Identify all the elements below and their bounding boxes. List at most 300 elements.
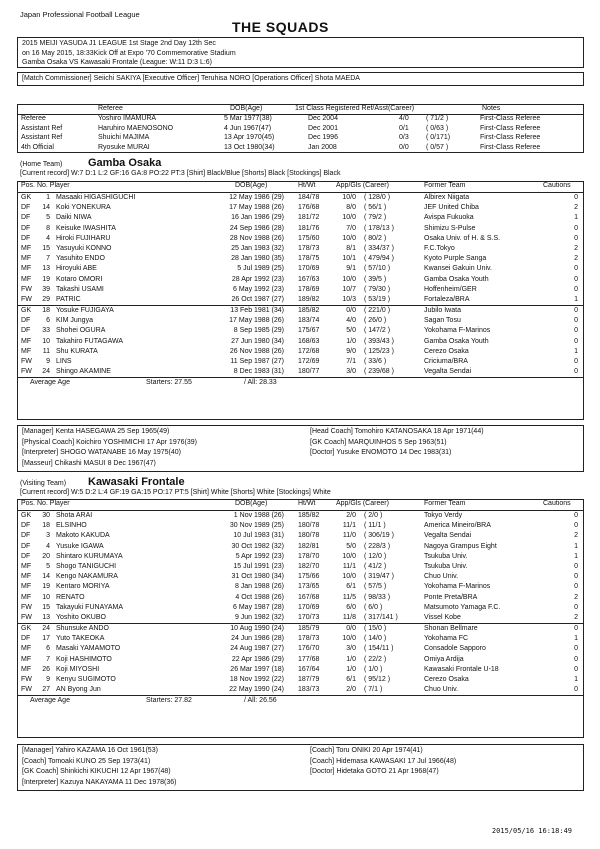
player-number: 7: [46, 255, 50, 263]
player-app: 6/1: [346, 583, 356, 591]
player-number: 26: [42, 665, 50, 673]
col-app: App/Gls (Career): [336, 500, 389, 507]
player-career: ( 317/141 ): [364, 613, 398, 621]
player-htwt: 167/64: [298, 665, 320, 673]
player-former-team: Criciuma/BRA: [424, 358, 468, 365]
player-position: FW: [21, 295, 32, 303]
player-former-team: Kwansei Gakuin Univ.: [424, 265, 492, 273]
player-htwt: 178/73: [298, 635, 320, 643]
player-row: [18, 357, 583, 367]
player-dob: 24 Jun 1986 (28): [231, 635, 284, 643]
player-row: [18, 224, 583, 234]
match-info-line: 2015 MEIJI YASUDA J1 LEAGUE 1st Stage 2nd Day 12th Sec: [22, 40, 216, 47]
player-former-team: Chuo Univ.: [424, 686, 459, 694]
player-number: 30: [42, 512, 50, 519]
away-team-name: Kawasaki Frontale: [88, 476, 185, 488]
match-info-line: on 16 May 2015, 18:33Kick Off at Expo '70 Commemorative Stadium: [22, 49, 236, 57]
player-former-team: Avispa Fukuoka: [424, 214, 474, 222]
player-cautions: 0: [574, 625, 578, 633]
player-app: 4/0: [346, 317, 356, 325]
player-dob: 18 Nov 1992 (22): [229, 676, 284, 683]
player-number: 4: [46, 234, 50, 242]
player-app: 9/1: [346, 265, 356, 273]
player-htwt: 185/82: [298, 512, 320, 519]
col-htwt: Ht/Wt: [298, 500, 316, 507]
col-former: Former Team: [424, 500, 466, 507]
player-dob: 26 Oct 1987 (27): [231, 295, 284, 303]
player-career: ( 53/19 ): [364, 295, 391, 303]
player-career: ( 239/68 ): [364, 368, 394, 376]
player-row: [18, 213, 583, 223]
referee-registered: Dec 1996: [308, 134, 338, 141]
referee-row: [18, 125, 583, 135]
player-position: MF: [21, 255, 32, 263]
player-app: 1/0: [346, 337, 356, 345]
player-dob: 12 May 1986 (29): [229, 194, 284, 201]
player-name: Kotaro OMORI: [56, 275, 103, 283]
player-number: 9: [46, 358, 50, 365]
player-number: 10: [42, 593, 50, 601]
referee-notes: First-Class Referee: [480, 124, 541, 132]
player-career: ( 33/6 ): [364, 358, 387, 365]
player-name: Koji HASHIMOTO: [56, 655, 112, 663]
player-app: 10/0: [342, 214, 356, 222]
player-name: Hiroki FUJIHARU: [56, 234, 111, 242]
player-row: [18, 326, 583, 336]
player-app: 10/0: [342, 234, 356, 242]
player-career: ( 221/0 ): [364, 307, 391, 315]
player-career: ( 1/0 ): [364, 665, 383, 673]
player-htwt: 168/63: [298, 337, 320, 345]
player-position: FW: [21, 285, 32, 293]
player-app: 8/0: [346, 204, 356, 212]
player-cautions: 0: [574, 603, 578, 611]
player-row: [18, 264, 583, 274]
player-career: ( 479/94 ): [364, 255, 394, 263]
player-row: [18, 655, 583, 665]
player-dob: 28 Jan 1980 (35): [231, 255, 284, 263]
player-app: 1/0: [346, 665, 356, 673]
referee-career: ( 0/63 ): [426, 124, 449, 132]
referee-dob: 4 Jun 1967(47): [224, 124, 272, 132]
player-app: 10/0: [342, 552, 356, 560]
player-number: 20: [42, 552, 50, 560]
player-app: 5/0: [346, 327, 356, 335]
player-app: 9/0: [346, 347, 356, 355]
player-number: 39: [42, 285, 50, 293]
player-cautions: 1: [574, 295, 578, 303]
referee-dob: 13 Apr 1970(45): [224, 134, 275, 141]
player-dob: 10 Jul 1983 (31): [233, 532, 284, 540]
player-dob: 31 Oct 1980 (34): [231, 573, 284, 581]
player-name: Keisuke IWASHITA: [56, 224, 116, 232]
player-career: ( 178/13 ): [364, 224, 394, 232]
player-app: 10/0: [342, 573, 356, 581]
player-name: Shingo AKAMINE: [56, 368, 111, 376]
player-number: 9: [46, 676, 50, 683]
away-players-header: [18, 500, 583, 511]
player-former-team: JEF United Chiba: [424, 204, 479, 212]
ref-col-notes: Notes: [482, 105, 501, 112]
home-staff-box: [17, 425, 584, 472]
player-former-team: Gamba Osaka Youth: [424, 275, 489, 283]
referee-record: 0/1: [399, 124, 409, 132]
referee-dob: 5 Mar 1977(38): [224, 115, 272, 122]
player-row: [18, 285, 583, 295]
starters-avg: Starters: 27.55: [146, 379, 192, 387]
all-avg: / All: 28.33: [244, 379, 277, 387]
away-current-record: [Current record] W:5 D:2 L:4 GF:19 GA:15 PO:17 PT:5 [Shirt] White [Shorts] White [Stockings] White: [20, 489, 331, 496]
player-career: ( 22/2 ): [364, 655, 387, 663]
player-career: ( 306/19 ): [364, 532, 394, 540]
player-htwt: 178/69: [298, 285, 320, 293]
match-info-box: [17, 37, 584, 68]
player-app: 7/0: [346, 224, 356, 232]
staff-entry: [Physical Coach] Koichiro YOSHIMICHI 17 Apr 1976(39): [22, 438, 197, 446]
referee-notes: First-Class Referee: [480, 134, 541, 141]
match-officials-box: [17, 72, 584, 86]
player-row: [18, 685, 583, 695]
match-info-line: Gamba Osaka VS Kawasaki Frontale (League: W:11 D:3 L:6): [22, 59, 213, 66]
player-cautions: 1: [574, 635, 578, 643]
player-position: DF: [21, 224, 31, 232]
player-former-team: Hoffenheim/GER: [424, 285, 477, 293]
player-cautions: 2: [574, 255, 578, 263]
player-former-team: Consadole Sapporo: [424, 645, 486, 653]
player-career: ( 79/2 ): [364, 214, 387, 222]
player-row: [18, 337, 583, 347]
player-former-team: Matsumoto Yamaga F.C.: [424, 603, 501, 611]
staff-entry: [GK Coach] MARQUINHOS 5 Sep 1963(51): [310, 438, 447, 446]
player-former-team: Tokyo Verdy: [424, 512, 463, 519]
player-dob: 27 Jun 1980 (34): [231, 337, 284, 345]
player-htwt: 189/82: [298, 295, 320, 303]
player-number: 1: [46, 194, 50, 201]
player-row: [18, 521, 583, 531]
player-cautions: 0: [574, 327, 578, 335]
player-htwt: 176/68: [298, 204, 320, 212]
player-number: 17: [42, 635, 50, 643]
player-app: 11/8: [342, 613, 356, 621]
player-row: [18, 542, 583, 552]
player-row: [18, 347, 583, 357]
player-name: Shota ARAI: [56, 512, 93, 519]
player-dob: 24 Aug 1987 (27): [230, 645, 284, 653]
all-avg: / All: 26.56: [244, 697, 277, 705]
player-number: 24: [42, 625, 50, 633]
player-dob: 17 May 1988 (26): [229, 317, 284, 325]
player-app: 2/0: [346, 512, 356, 519]
col-app: App/Gls (Career): [336, 182, 389, 189]
avg-age-label: Average Age: [30, 379, 70, 387]
player-name: Shunsuke ANDO: [56, 625, 109, 633]
staff-entry: [Head Coach] Tomohiro KATANOSAKA 18 Apr 1971(44): [310, 428, 484, 435]
player-position: MF: [21, 244, 32, 252]
player-dob: 16 Jan 1986 (29): [231, 214, 284, 222]
player-former-team: Gamba Osaka Youth: [424, 337, 489, 345]
player-htwt: 177/68: [298, 655, 320, 663]
player-cautions: 1: [574, 676, 578, 683]
player-app: 11/5: [342, 593, 356, 601]
player-career: ( 228/3 ): [364, 542, 391, 550]
player-cautions: 0: [574, 234, 578, 242]
player-number: 8: [46, 224, 50, 232]
player-cautions: 0: [574, 265, 578, 273]
player-career: ( 125/23 ): [364, 347, 394, 355]
referee-career: ( 0/57 ): [426, 143, 449, 151]
away-starters: [18, 511, 583, 623]
player-cautions: 0: [574, 337, 578, 345]
referee-rows: [18, 115, 583, 153]
player-name: Koji MIYOSHI: [56, 665, 100, 673]
player-career: ( 57/10 ): [364, 265, 391, 273]
player-app: 11/1: [342, 522, 356, 530]
referee-career: ( 71/2 ): [426, 115, 449, 122]
player-career: ( 41/2 ): [364, 562, 387, 570]
player-position: FW: [21, 686, 32, 694]
player-row: [18, 644, 583, 654]
player-career: ( 128/0 ): [364, 194, 391, 201]
player-row: [18, 582, 583, 592]
player-row: [18, 511, 583, 521]
player-app: 0/0: [346, 625, 356, 633]
player-name: Koki YONEKURA: [56, 204, 111, 212]
player-career: ( 154/11 ): [364, 645, 394, 653]
player-position: MF: [21, 265, 32, 273]
player-cautions: 0: [574, 645, 578, 653]
player-name: RENATO: [56, 593, 85, 601]
player-position: DF: [21, 317, 31, 325]
away-subs: [18, 623, 583, 695]
player-name: KIM Jungya: [56, 317, 93, 325]
player-former-team: Yokohama FC: [424, 635, 469, 643]
player-position: MF: [21, 665, 32, 673]
player-number: 14: [42, 204, 50, 212]
player-former-team: Yokohama F-Marinos: [424, 327, 491, 335]
player-app: 8/1: [346, 244, 356, 252]
starters-avg: Starters: 27.82: [146, 697, 192, 705]
player-htwt: 170/69: [298, 265, 320, 273]
player-cautions: 0: [574, 665, 578, 673]
player-htwt: 170/73: [298, 613, 320, 621]
player-number: 29: [42, 295, 50, 303]
player-number: 13: [42, 265, 50, 273]
player-position: MF: [21, 275, 32, 283]
player-former-team: Tsukuba Univ.: [424, 552, 468, 560]
player-dob: 22 May 1990 (24): [229, 686, 284, 694]
player-dob: 4 Oct 1988 (26): [235, 593, 284, 601]
player-name: LINS: [56, 358, 72, 365]
player-position: DF: [21, 635, 31, 643]
player-htwt: 183/74: [298, 317, 320, 325]
player-htwt: 185/79: [298, 625, 320, 633]
print-timestamp: 2015/05/16 16:18:49: [491, 827, 572, 835]
player-position: FW: [21, 368, 32, 376]
player-htwt: 184/78: [298, 194, 320, 201]
player-position: MF: [21, 562, 32, 570]
player-cautions: 1: [574, 552, 578, 560]
player-name: Yusuke IGAWA: [56, 542, 104, 550]
player-position: FW: [21, 613, 32, 621]
player-dob: 1 Nov 1988 (26): [233, 512, 284, 519]
player-row: [18, 552, 583, 562]
player-htwt: 182/81: [298, 542, 320, 550]
player-former-team: Vissel Kobe: [424, 613, 461, 621]
away-team-label: (Visiting Team): [20, 480, 67, 487]
referee-role: 4th Official: [21, 143, 54, 151]
player-cautions: 0: [574, 224, 578, 232]
player-htwt: 181/76: [298, 224, 320, 232]
referee-row: [18, 144, 583, 154]
player-cautions: 0: [574, 522, 578, 530]
player-career: ( 26/0 ): [364, 317, 387, 325]
player-name: Yuto TAKEOKA: [56, 635, 105, 643]
player-position: MF: [21, 573, 32, 581]
player-row: [18, 316, 583, 326]
staff-entry: [Coach] Hidemasa KAWASAKI 17 Jul 1966(48): [310, 757, 457, 765]
player-career: ( 6/0 ): [364, 603, 383, 611]
player-cautions: 2: [574, 532, 578, 540]
home-current-record: [Current record] W:7 D:1 L:2 GF:16 GA:8 PO:22 PT:3 [Shirt] Black/Blue [Shorts] Black [Stockings] Black: [20, 170, 341, 177]
player-app: 3/0: [346, 645, 356, 653]
player-name: Takahiro FUTAGAWA: [56, 337, 124, 345]
player-cautions: 1: [574, 347, 578, 355]
player-name: Hiroyuki ABE: [56, 265, 97, 273]
player-number: 10: [42, 337, 50, 345]
player-row: [18, 203, 583, 213]
col-cautions: Cautions: [543, 500, 571, 507]
player-htwt: 167/63: [298, 275, 320, 283]
player-position: DF: [21, 522, 31, 530]
player-former-team: Tsukuba Univ.: [424, 562, 468, 570]
player-former-team: Chuo Univ.: [424, 573, 459, 581]
player-former-team: Kyoto Purple Sanga: [424, 255, 487, 263]
player-former-team: Nagoya Grampus Eight: [424, 542, 497, 550]
player-row: [18, 306, 583, 316]
player-row: [18, 665, 583, 675]
player-dob: 30 Nov 1989 (25): [229, 522, 284, 530]
referee-role: Referee: [21, 115, 46, 122]
player-name: Yosuke FUJIGAYA: [56, 307, 114, 315]
staff-entry: [Masseur] Chikashi MASUI 8 Dec 1967(47): [22, 459, 156, 467]
player-htwt: 176/70: [298, 645, 320, 653]
player-position: GK: [21, 512, 32, 519]
player-former-team: Sagan Tosu: [424, 317, 461, 325]
player-htwt: 170/69: [298, 603, 320, 611]
player-app: 5/0: [346, 542, 356, 550]
player-cautions: 1: [574, 214, 578, 222]
away-staff-right: [310, 746, 456, 778]
player-name: Daiki NIWA: [56, 214, 92, 222]
player-row: [18, 675, 583, 685]
referee-name: Yoshiro IMAMURA: [98, 115, 157, 122]
player-row: [18, 624, 583, 634]
home-staff-left: [22, 427, 197, 469]
page-title: THE SQUADS: [232, 19, 329, 35]
player-name: Kengo NAKAMURA: [56, 573, 118, 581]
referee-registered: Dec 2004: [308, 115, 338, 122]
player-number: 15: [42, 244, 50, 252]
player-name: Yoshito OKUBO: [56, 613, 106, 621]
player-htwt: 178/73: [298, 244, 320, 252]
player-htwt: 175/60: [298, 234, 320, 242]
player-former-team: Osaka Univ. of H. & S.S.: [424, 234, 501, 242]
player-htwt: 180/78: [298, 522, 320, 530]
player-career: ( 12/0 ): [364, 552, 387, 560]
referee-registered: Dec 2001: [308, 124, 338, 132]
player-cautions: 2: [574, 204, 578, 212]
player-row: [18, 234, 583, 244]
referee-dob: 13 Oct 1980(34): [224, 143, 275, 151]
player-position: MF: [21, 593, 32, 601]
player-name: Yasuyuki KONNO: [56, 244, 112, 252]
away-players-table: [17, 499, 584, 738]
referee-record: 4/0: [399, 115, 409, 122]
player-app: 1/0: [346, 655, 356, 663]
home-team-name: Gamba Osaka: [88, 157, 162, 169]
referee-record: 0/3: [399, 134, 409, 141]
player-former-team: Cerezo Osaka: [424, 676, 469, 683]
player-app: 10/7: [342, 285, 356, 293]
player-number: 11: [42, 347, 50, 355]
referee-name: Shuichi MAJIMA: [98, 134, 150, 141]
player-position: DF: [21, 552, 31, 560]
player-position: FW: [21, 676, 32, 683]
player-former-team: Shonan Bellmare: [424, 625, 478, 633]
player-number: 18: [42, 307, 50, 315]
player-career: ( 2/0 ): [364, 512, 383, 519]
player-htwt: 185/82: [298, 307, 320, 315]
player-app: 2/0: [346, 686, 356, 694]
referee-role: Assistant Ref: [21, 124, 63, 132]
player-name: ELSINHO: [56, 522, 87, 530]
home-subs: [18, 305, 583, 377]
player-number: 3: [46, 532, 50, 540]
col-cautions: Cautions: [543, 182, 571, 189]
referee-name: Haruhiro MAENOSONO: [98, 124, 174, 132]
player-position: GK: [21, 625, 32, 633]
ref-col-dob: DOB(Age): [230, 105, 263, 112]
player-app: 10/0: [342, 275, 356, 283]
player-name: Shogo TANIGUCHI: [56, 562, 117, 570]
player-dob: 15 Jul 1991 (23): [233, 562, 284, 570]
player-htwt: 175/67: [298, 327, 320, 335]
player-row: [18, 531, 583, 541]
player-dob: 13 Feb 1981 (34): [230, 307, 284, 315]
referee-role: Assistant Ref: [21, 134, 63, 141]
player-position: MF: [21, 583, 32, 591]
player-cautions: 0: [574, 194, 578, 201]
player-career: ( 95/12 ): [364, 676, 391, 683]
player-dob: 24 Sep 1986 (28): [229, 224, 284, 232]
player-app: 0/0: [346, 307, 356, 315]
player-htwt: 180/77: [298, 368, 320, 376]
player-former-team: Kawasaki Frontale U-18: [424, 665, 499, 673]
player-cautions: 0: [574, 512, 578, 519]
player-cautions: 0: [574, 358, 578, 365]
player-htwt: 187/79: [298, 676, 320, 683]
player-former-team: Cerezo Osaka: [424, 347, 469, 355]
col-former: Former Team: [424, 182, 466, 189]
player-position: DF: [21, 214, 31, 222]
player-row: [18, 193, 583, 203]
home-players-header: [18, 182, 583, 193]
home-staff-right: [310, 427, 484, 459]
player-dob: 6 May 1987 (28): [233, 603, 284, 611]
player-cautions: 0: [574, 573, 578, 581]
player-former-team: Albirex Niigata: [424, 194, 470, 201]
player-number: 24: [42, 368, 50, 376]
